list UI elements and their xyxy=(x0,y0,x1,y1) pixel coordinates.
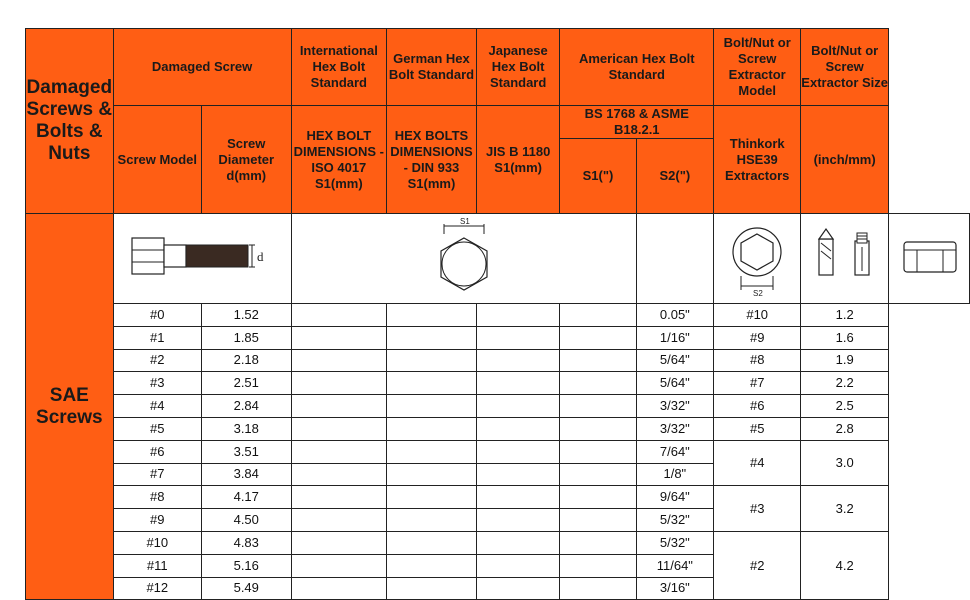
hex-bolt-diagram-cell xyxy=(291,214,636,304)
header-iso: HEX BOLT DIMENSIONS - ISO 4017 S1(mm) xyxy=(291,106,387,214)
table-row xyxy=(26,326,970,349)
extractor-model-cell: #10 xyxy=(714,304,801,327)
extractor-model-cell: #8 xyxy=(714,349,801,372)
screw-model-cell: #10 xyxy=(113,531,201,554)
s1-cell xyxy=(560,395,636,418)
extractor-size-cell: 4.2 xyxy=(801,531,889,599)
jis-cell xyxy=(476,395,560,418)
s2-cell: 9/64" xyxy=(636,486,714,509)
extractor-model-cell: #9 xyxy=(714,326,801,349)
din-cell xyxy=(387,440,477,463)
screw-model-cell: #6 xyxy=(113,440,201,463)
header-s2: S2(") xyxy=(636,139,714,214)
extractor-model-cell: #5 xyxy=(714,417,801,440)
row-group-title-sae: SAE Screws xyxy=(26,214,114,600)
jis-cell xyxy=(476,577,560,600)
din-cell xyxy=(387,531,477,554)
iso-cell xyxy=(291,554,387,577)
din-cell xyxy=(387,349,477,372)
header-american: American Hex Bolt Standard xyxy=(560,29,714,106)
s2-cell: 5/64" xyxy=(636,349,714,372)
screw-model-cell: #11 xyxy=(113,554,201,577)
din-cell xyxy=(387,554,477,577)
s2-cell: 5/32" xyxy=(636,509,714,532)
header-thinkork: Thinkork HSE39 Extractors xyxy=(714,106,801,214)
iso-cell xyxy=(291,577,387,600)
screw-diameter-cell: 4.17 xyxy=(201,486,291,509)
jis-cell xyxy=(476,509,560,532)
hex-bolt-diagram xyxy=(424,214,504,298)
bolt-extractor-size-table xyxy=(25,28,970,600)
s1-cell xyxy=(560,372,636,395)
table-row xyxy=(26,304,970,327)
extractor-size-cell: 2.8 xyxy=(801,417,889,440)
s1-diagram-cell xyxy=(636,214,714,304)
s2-cell: 3/32" xyxy=(636,417,714,440)
extractor-size-cell: 1.9 xyxy=(801,349,889,372)
table-row xyxy=(26,372,970,395)
screw-diagram-cell xyxy=(113,214,291,304)
header-japanese: Japanese Hex Bolt Standard xyxy=(476,29,560,106)
header-german: German Hex Bolt Standard xyxy=(387,29,477,106)
table-row xyxy=(26,486,970,509)
extractor-size-cell: 2.5 xyxy=(801,395,889,418)
iso-cell xyxy=(291,349,387,372)
screw-model-cell: #1 xyxy=(113,326,201,349)
iso-cell xyxy=(291,440,387,463)
header-extractor-model: Bolt/Nut or Screw Extractor Model xyxy=(714,29,801,106)
iso-cell xyxy=(291,509,387,532)
din-cell xyxy=(387,417,477,440)
diameter-label: d xyxy=(257,249,264,264)
screw-model-cell: #4 xyxy=(113,395,201,418)
s2-cell: 11/64" xyxy=(636,554,714,577)
jis-cell xyxy=(476,554,560,577)
extractor-diagram xyxy=(805,221,885,291)
s1-cell xyxy=(560,554,636,577)
extractor-model-cell: #7 xyxy=(714,372,801,395)
screw-diameter-cell: 1.52 xyxy=(201,304,291,327)
s2-cell: 3/16" xyxy=(636,577,714,600)
header-screw-model: Screw Model xyxy=(113,106,201,214)
s2-cell: 1/8" xyxy=(636,463,714,486)
jis-cell xyxy=(476,417,560,440)
screw-model-cell: #2 xyxy=(113,349,201,372)
s2-cell: 0.05" xyxy=(636,304,714,327)
extractor-model-cell: #4 xyxy=(714,440,801,486)
s1-cell xyxy=(560,349,636,372)
s1-cell xyxy=(560,440,636,463)
extractor-diagram-cell xyxy=(801,214,889,304)
header-bs-asme: BS 1768 & ASME B18.2.1 xyxy=(560,106,714,139)
table-row xyxy=(26,349,970,372)
screw-model-cell: #12 xyxy=(113,577,201,600)
jis-cell xyxy=(476,304,560,327)
screw-diameter-cell: 2.84 xyxy=(201,395,291,418)
screw-model-cell: #9 xyxy=(113,509,201,532)
screw-model-cell: #0 xyxy=(113,304,201,327)
screw-model-cell: #3 xyxy=(113,372,201,395)
s1-cell xyxy=(560,463,636,486)
screw-diameter-cell: 3.84 xyxy=(201,463,291,486)
header-international: International Hex Bolt Standard xyxy=(291,29,387,106)
screw-diameter-cell: 5.16 xyxy=(201,554,291,577)
s2-cell: 5/32" xyxy=(636,531,714,554)
s1-cell xyxy=(560,326,636,349)
s1-cell xyxy=(560,304,636,327)
iso-cell xyxy=(291,372,387,395)
header-inch-mm: (inch/mm) xyxy=(801,106,889,214)
s2-label: S2 xyxy=(753,289,763,298)
screw-model-cell: #7 xyxy=(113,463,201,486)
din-cell xyxy=(387,304,477,327)
extractor-size-cell: 1.6 xyxy=(801,326,889,349)
row-group-title-damaged: Damaged Screws & Bolts & Nuts xyxy=(26,29,114,214)
din-cell xyxy=(387,486,477,509)
screw-diameter-cell: 3.18 xyxy=(201,417,291,440)
jis-cell xyxy=(476,531,560,554)
s1-cell xyxy=(560,509,636,532)
s2-cell: 1/16" xyxy=(636,326,714,349)
iso-cell xyxy=(291,304,387,327)
nut-diagram-cell xyxy=(889,214,970,304)
s2-cell: 5/64" xyxy=(636,372,714,395)
s2-cell: 7/64" xyxy=(636,440,714,463)
screw-diameter-cell: 4.83 xyxy=(201,531,291,554)
table-row xyxy=(26,395,970,418)
header-damaged-screw: Damaged Screw xyxy=(113,29,291,106)
screw-diameter-cell: 1.85 xyxy=(201,326,291,349)
extractor-model-cell: #2 xyxy=(714,531,801,599)
iso-cell xyxy=(291,326,387,349)
s1-cell xyxy=(560,417,636,440)
screw-diameter-cell: 2.18 xyxy=(201,349,291,372)
header-s1: S1(") xyxy=(560,139,636,214)
jis-cell xyxy=(476,440,560,463)
din-cell xyxy=(387,577,477,600)
extractor-size-cell: 3.0 xyxy=(801,440,889,486)
nut-diagram xyxy=(889,226,969,286)
table-container xyxy=(25,28,970,600)
iso-cell xyxy=(291,463,387,486)
header-din: HEX BOLTS DIMENSIONS - DIN 933 S1(mm) xyxy=(387,106,477,214)
extractor-size-cell: 2.2 xyxy=(801,372,889,395)
hex-nut-diagram xyxy=(722,214,792,298)
table-row xyxy=(26,417,970,440)
jis-cell xyxy=(476,372,560,395)
header-extractor-size: Bolt/Nut or Screw Extractor Size xyxy=(801,29,889,106)
din-cell xyxy=(387,326,477,349)
iso-cell xyxy=(291,417,387,440)
screw-model-cell: #8 xyxy=(113,486,201,509)
s1-cell xyxy=(560,486,636,509)
din-cell xyxy=(387,372,477,395)
extractor-size-cell: 3.2 xyxy=(801,486,889,532)
iso-cell xyxy=(291,395,387,418)
iso-cell xyxy=(291,531,387,554)
screw-diagram xyxy=(122,226,282,286)
extractor-model-cell: #3 xyxy=(714,486,801,532)
din-cell xyxy=(387,395,477,418)
extractor-model-cell: #6 xyxy=(714,395,801,418)
header-screw-diameter: Screw Diameter d(mm) xyxy=(201,106,291,214)
extractor-size-cell: 1.2 xyxy=(801,304,889,327)
s2-cell: 3/32" xyxy=(636,395,714,418)
screw-diameter-cell: 4.50 xyxy=(201,509,291,532)
table-row xyxy=(26,531,970,554)
screw-diameter-cell: 5.49 xyxy=(201,577,291,600)
s2-diagram-cell xyxy=(714,214,801,304)
s1-cell xyxy=(560,531,636,554)
jis-cell xyxy=(476,349,560,372)
jis-cell xyxy=(476,463,560,486)
jis-cell xyxy=(476,326,560,349)
iso-cell xyxy=(291,486,387,509)
jis-cell xyxy=(476,486,560,509)
s1-cell xyxy=(560,577,636,600)
header-jis: JIS B 1180 S1(mm) xyxy=(476,106,560,214)
din-cell xyxy=(387,509,477,532)
s1-label: S1 xyxy=(459,217,470,226)
table-row xyxy=(26,440,970,463)
screw-model-cell: #5 xyxy=(113,417,201,440)
screw-diameter-cell: 3.51 xyxy=(201,440,291,463)
screw-diameter-cell: 2.51 xyxy=(201,372,291,395)
din-cell xyxy=(387,463,477,486)
